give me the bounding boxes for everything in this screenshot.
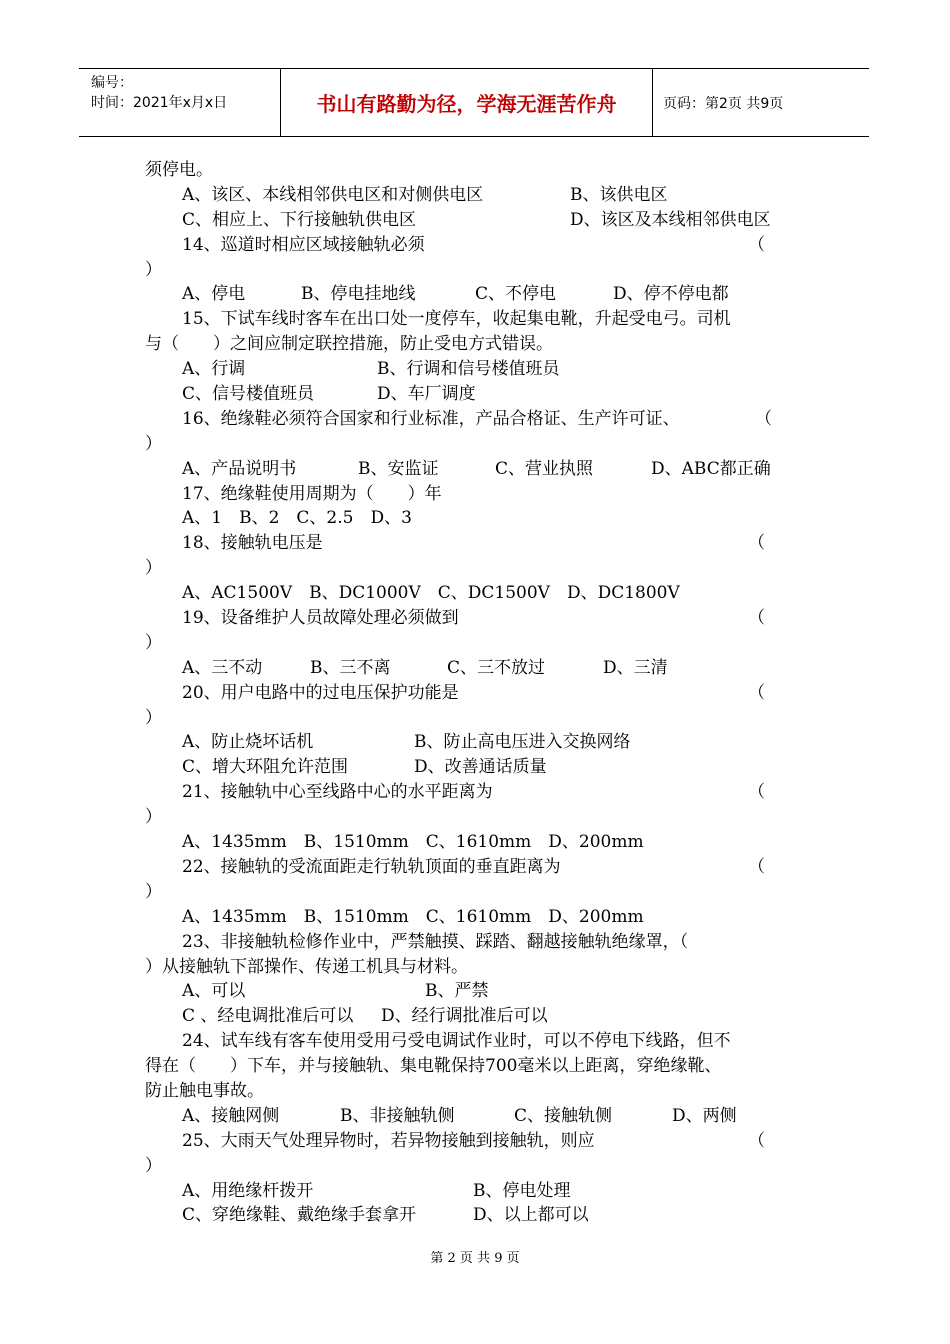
- document-body: [145, 158, 805, 1228]
- question-14: 14、巡道时相应区域接触轨必须 （: [182, 234, 765, 255]
- option-line: A、AC1500V B、DC1000V C、DC1500V D、DC1800V: [182, 583, 680, 604]
- question-20: 20、用户电路中的过电压保护功能是 （: [182, 682, 765, 703]
- question-23-cont: ）从接触轨下部操作、传递工机具与材料。: [145, 956, 468, 977]
- option-line: A、三不动 B、三不离 C、三不放过 D、三清: [182, 657, 668, 678]
- question-25: 25、大雨天气处理异物时，若异物接触到接触轨，则应 （: [182, 1130, 765, 1151]
- question-15-cont: 与（ ）之间应制定联控措施，防止受电方式错误。: [145, 334, 553, 355]
- question-16: 16、绝缘鞋必须符合国家和行业标准，产品合格证、生产许可证、 （: [182, 408, 772, 429]
- page-footer: 第 2 页 共 9 页: [430, 1251, 520, 1266]
- option-line: A、防止烧坏话机 B、防止高电压进入交换网络: [182, 732, 631, 753]
- paren-close: ）: [145, 881, 162, 902]
- question-22: 22、接触轨的受流面距走行轨轨顶面的垂直距离为 （: [182, 856, 765, 877]
- paren-close: ）: [145, 433, 162, 454]
- option-line: A、可以 B、严禁: [182, 981, 489, 1002]
- id-label: 编号：: [91, 75, 133, 91]
- text-line: 须停电。: [145, 160, 213, 180]
- option-line: A、1435mm B、1510mm C、1610mm D、200mm: [182, 832, 644, 853]
- time-label: 时间：2021年x月x日: [91, 95, 228, 111]
- option-line: A、该区、本线相邻供电区和对侧供电区 B、该供电区: [182, 184, 668, 205]
- question-24: 24、试车线有客车使用受用弓受电调试作业时，可以不停电下线路，但不: [182, 1031, 731, 1052]
- question-21: 21、接触轨中心至线路中心的水平距离为 （: [182, 782, 765, 803]
- paren-close: ）: [145, 707, 162, 728]
- option-line: A、行调 B、行调和信号楼值班员: [182, 359, 560, 380]
- paren-close: ）: [145, 807, 162, 828]
- question-23: 23、非接触轨检修作业中，严禁触摸、踩踏、翻越接触轨绝缘罩，（: [182, 931, 689, 952]
- question-17: 17、绝缘鞋使用周期为（ ）年: [182, 483, 442, 504]
- paren-close: ）: [145, 259, 162, 280]
- paren-close: ）: [145, 558, 162, 579]
- page-header: [79, 68, 869, 137]
- option-line: A、用绝缘杆拨开 B、停电处理: [182, 1180, 571, 1201]
- motto: 书山有路勤为径，学海无涯苦作舟: [281, 69, 653, 136]
- option-line: C、增大环阻允许范围 D、改善通话质量: [182, 757, 547, 778]
- option-line: C、穿绝缘鞋、戴绝缘手套拿开 D、以上都可以: [182, 1205, 589, 1226]
- option-line: A、1435mm B、1510mm C、1610mm D、200mm: [182, 906, 644, 927]
- option-line: C、信号楼值班员 D、车厂调度: [182, 384, 476, 405]
- option-line: C 、经电调批准后可以 D、经行调批准后可以: [182, 1006, 548, 1027]
- paren-close: ）: [145, 632, 162, 653]
- question-19: 19、设备维护人员故障处理必须做到 （: [182, 608, 765, 629]
- question-24-cont: 得在（ ）下车，并与接触轨、集电靴保持700毫米以上距离，穿绝缘靴、: [145, 1056, 722, 1077]
- page-info: 页码：第2页 共9页: [663, 95, 784, 112]
- paren-close: ）: [145, 1155, 162, 1176]
- option-line: A、停电 B、停电挂地线 C、不停电 D、停不停电都: [182, 284, 729, 305]
- question-18: 18、接触轨电压是 （: [182, 533, 765, 554]
- question-24-cont: 防止触电事故。: [145, 1080, 264, 1101]
- option-line: A、接触网侧 B、非接触轨侧 C、接触轨侧 D、两侧: [182, 1105, 737, 1126]
- option-line: A、产品说明书 B、安监证 C、营业执照 D、ABC都正确: [182, 458, 771, 479]
- option-line: C、相应上、下行接触轨供电区 D、该区及本线相邻供电区: [182, 209, 771, 230]
- question-15: 15、下试车线时客车在出口处一度停车，收起集电靴，升起受电弓。司机: [182, 309, 731, 330]
- header-meta: [79, 69, 281, 136]
- option-line: A、1 B、2 C、2.5 D、3: [182, 508, 412, 529]
